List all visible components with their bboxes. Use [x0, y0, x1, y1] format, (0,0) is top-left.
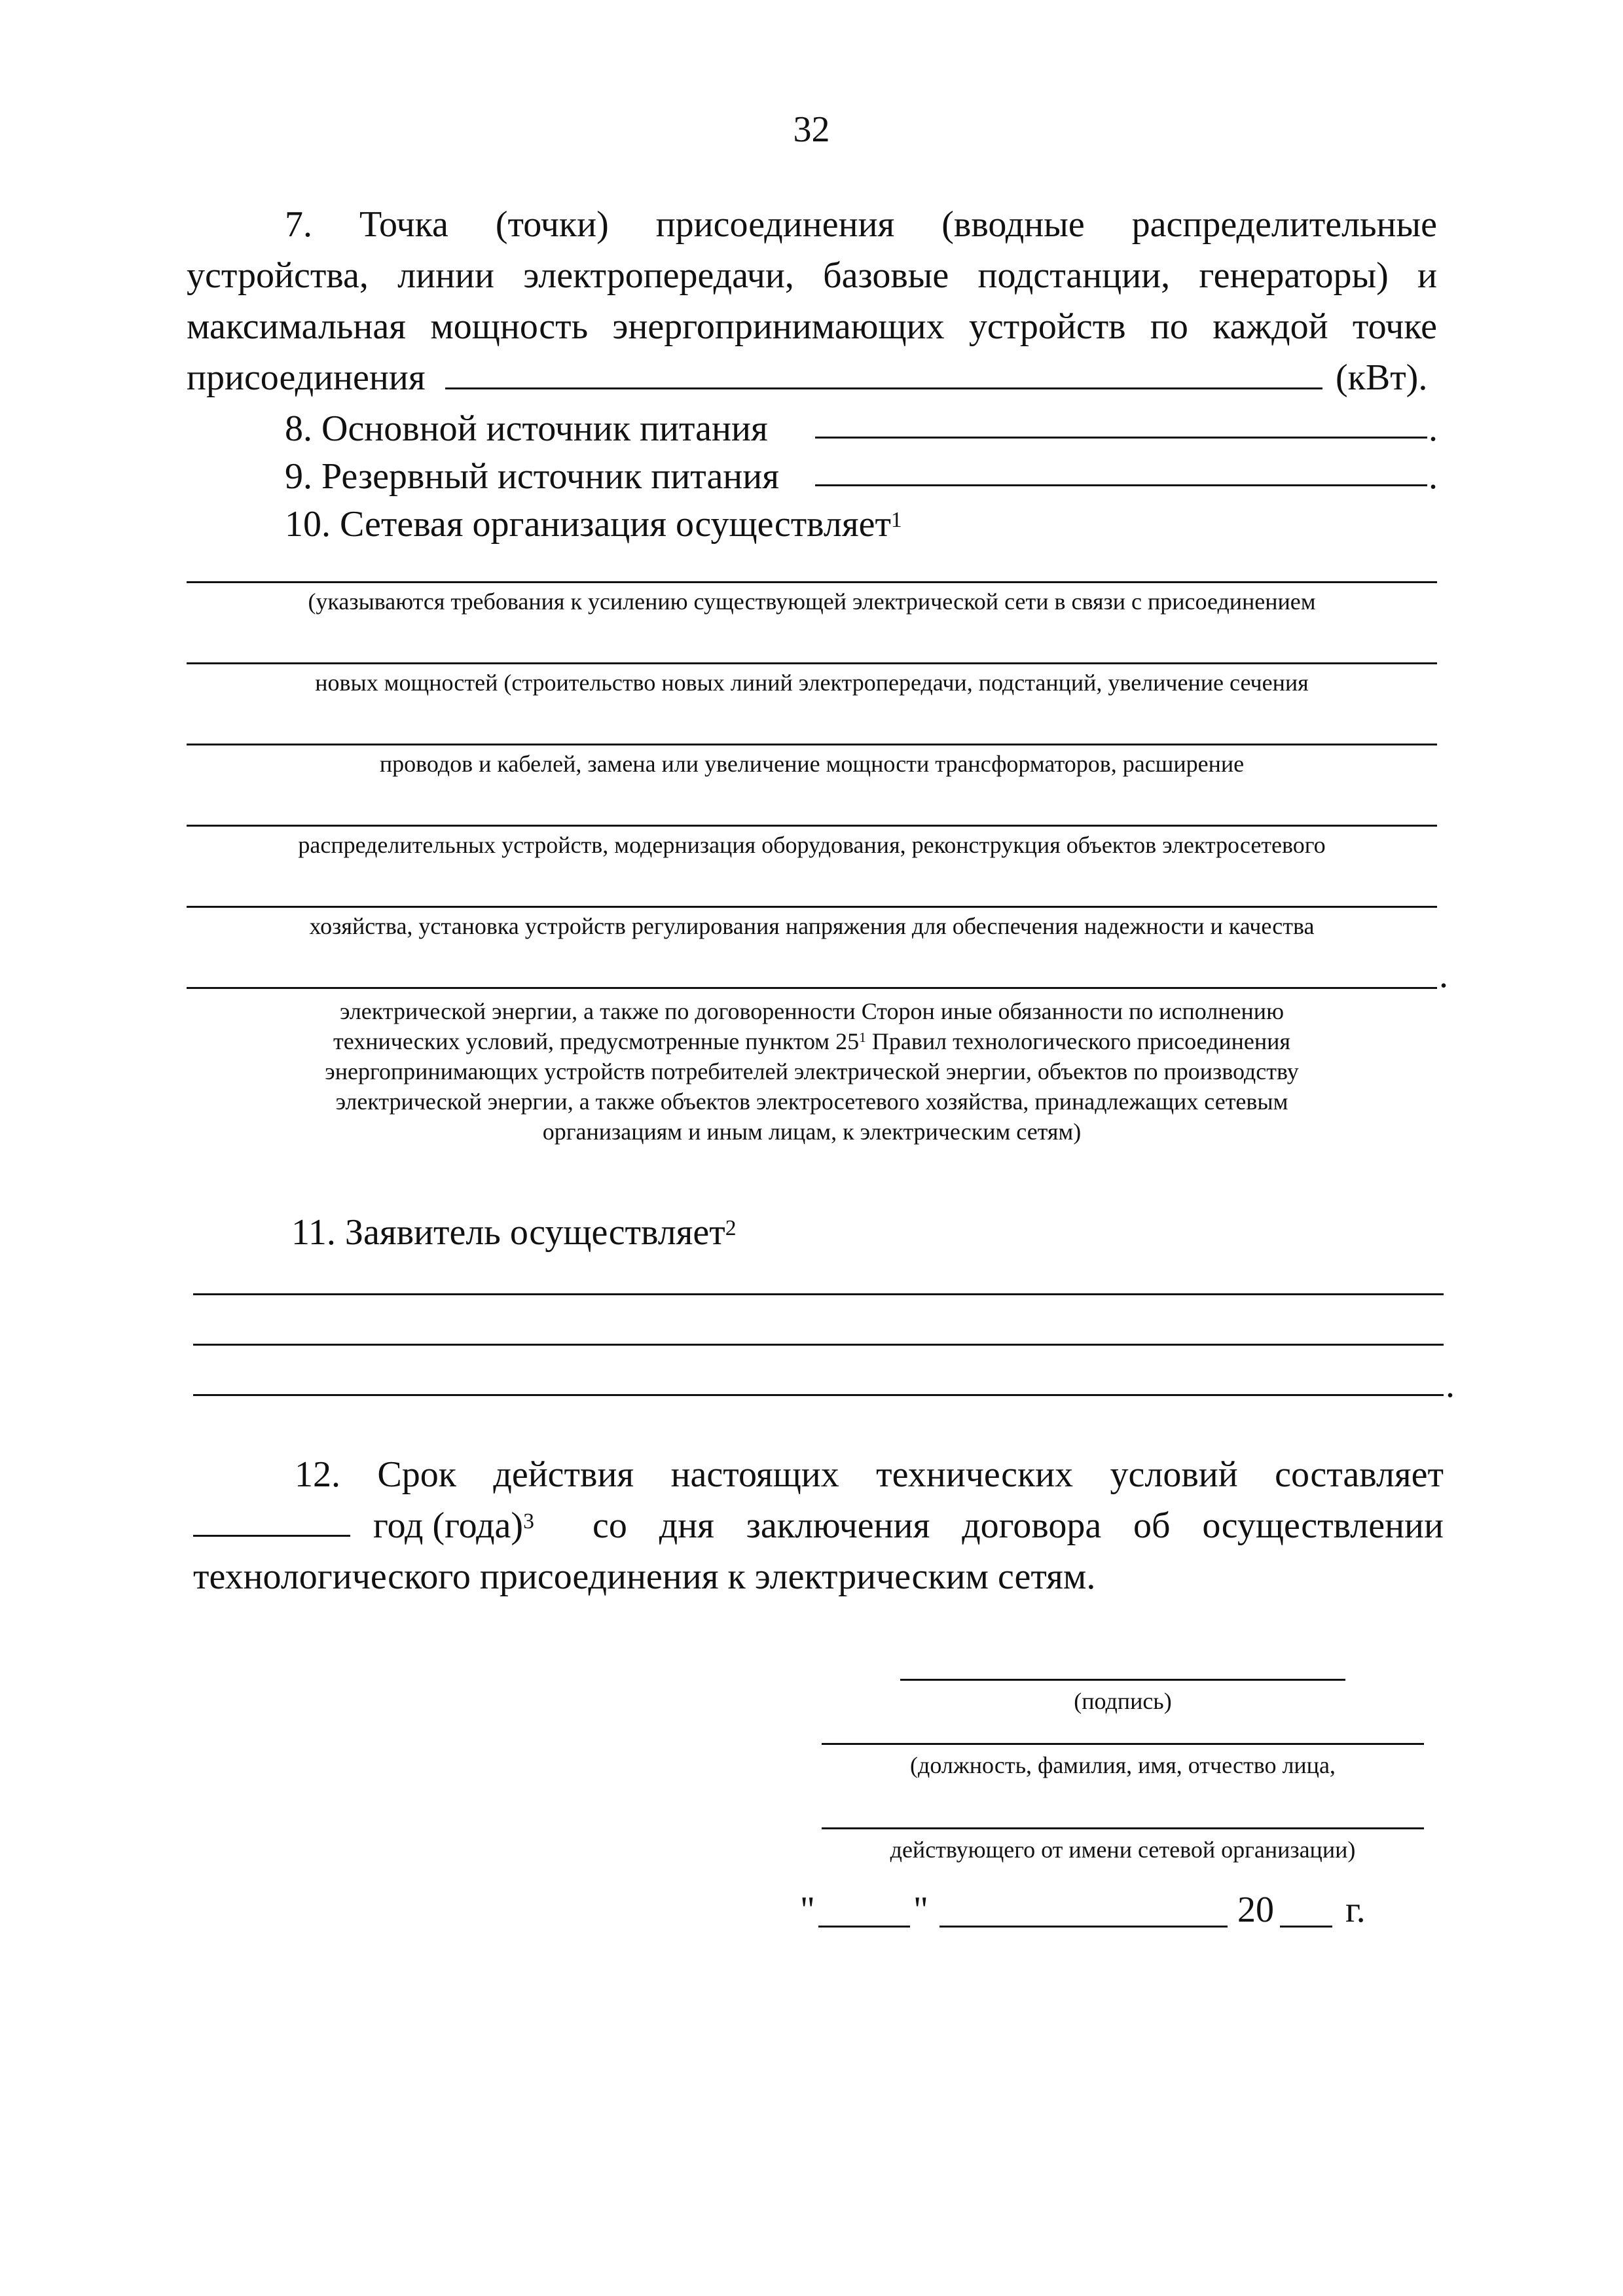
item9-label: 9. Резервный источник питания [285, 456, 779, 497]
item12-line1: 12. Срок действия настоящих технических условий составляет [295, 1454, 1444, 1495]
item10-hint-block [187, 996, 1437, 1147]
item10-line-4[interactable] [187, 825, 1437, 827]
item12-line2a: год (года) [373, 1505, 524, 1546]
item10-label-row [285, 499, 902, 549]
item10-end: . [1439, 955, 1448, 996]
item10-hint-1: (указываются требования к усилению существующей электрической сети в связи с присоединением [308, 588, 1316, 615]
item8-label: 8. Основной источник питания [285, 408, 768, 449]
item7-line2: устройства, линии электропередачи, базовые подстанции, генераторы) и [187, 255, 1437, 296]
signature-caption: (подпись) [1074, 1688, 1172, 1714]
item8-end: . [1429, 408, 1438, 449]
item10-hint-block-line1: электрической энергии, а также по договоренности Сторон иные обязанности по исполнению [340, 998, 1284, 1024]
item10-line-6[interactable] [187, 987, 1437, 989]
item11-footnote: 2 [725, 1216, 737, 1240]
position-line[interactable] [822, 1743, 1424, 1745]
item11-label: 11. Заявитель осуществляет [291, 1212, 725, 1253]
item10-hint-5: хозяйства, установка устройств регулирования напряжения для обеспечения надежности и качества [309, 913, 1315, 939]
date-quote-open: " [800, 1890, 815, 1930]
item12-footnote: 3 [523, 1509, 534, 1534]
item7-unit: (кВт). [1336, 357, 1428, 398]
item10-hint-3: проводов и кабелей, замена или увеличение мощности трансформаторов, расширение [379, 751, 1245, 777]
item7-line1: 7. Точка (точки) присоединения (вводные распределительные [285, 204, 1437, 245]
item11-line-3[interactable] [193, 1394, 1444, 1396]
item12-line3: технологического присоединения к электрическим сетям. [193, 1556, 1096, 1597]
item12-years-fill-line[interactable] [193, 1535, 350, 1537]
date-year-prefix: 20 [1237, 1890, 1274, 1930]
item9-end: . [1429, 456, 1438, 497]
item10-line-3[interactable] [187, 744, 1437, 745]
page-number: 32 [793, 109, 830, 150]
item10-hint-2: новых мощностей (строительство новых линий электропередачи, подстанций, увеличение сечения [315, 670, 1309, 696]
signature-line[interactable] [900, 1679, 1345, 1681]
item10-hint-block-line2: технических условий, предусмотренные пунктом $25^1$ Правил технологического присоединения [333, 1028, 1290, 1054]
item11-line-2[interactable] [193, 1344, 1444, 1346]
item11-line-1[interactable] [193, 1293, 1444, 1295]
date-month-line[interactable] [939, 1926, 1228, 1928]
date-quote-close: " [913, 1890, 928, 1930]
item12-line2a-row [373, 1501, 534, 1551]
item10-hint-sup: 1 [859, 1030, 866, 1045]
item10-hint-block-line3: энергопринимающих устройств потребителей электрической энергии, объектов по производству [325, 1058, 1299, 1085]
item8-fill-line[interactable] [815, 437, 1427, 439]
item10-line-1[interactable] [187, 581, 1437, 583]
item7-line3: максимальная мощность энергопринимающих устройств по каждой точке [187, 306, 1437, 347]
item7-label: присоединения [187, 357, 426, 398]
item11-label-row [291, 1208, 737, 1257]
item9-fill-line[interactable] [815, 484, 1427, 486]
item10-hint-block-line4: электрической энергии, а также объектов электросетевого хозяйства, принадлежащих сетевым [335, 1088, 1288, 1115]
item10-hint-4: распределительных устройств, модернизация оборудования, реконструкция объектов электросетевого [298, 832, 1326, 858]
item7-fill-line[interactable] [445, 387, 1322, 389]
date-year-suffix: г. [1345, 1890, 1366, 1930]
position-caption: (должность, фамилия, имя, отчество лица, [910, 1752, 1336, 1778]
item10-line-2[interactable] [187, 662, 1437, 664]
item10-footnote: 1 [890, 508, 902, 532]
org-caption: действующего от имени сетевой организации) [890, 1837, 1356, 1863]
date-day-line[interactable] [818, 1926, 910, 1928]
item10-label: 10. Сетевая организация осуществляет [285, 504, 891, 545]
org-line[interactable] [822, 1827, 1424, 1829]
item10-line-5[interactable] [187, 906, 1437, 908]
date-year-line[interactable] [1280, 1926, 1332, 1928]
item11-end: . [1446, 1365, 1455, 1405]
item12-line2b: со дня заключения договора об осуществлении [593, 1505, 1444, 1546]
item10-hint-block-line5: организациям и иным лицам, к электрическим сетям) [542, 1119, 1082, 1145]
